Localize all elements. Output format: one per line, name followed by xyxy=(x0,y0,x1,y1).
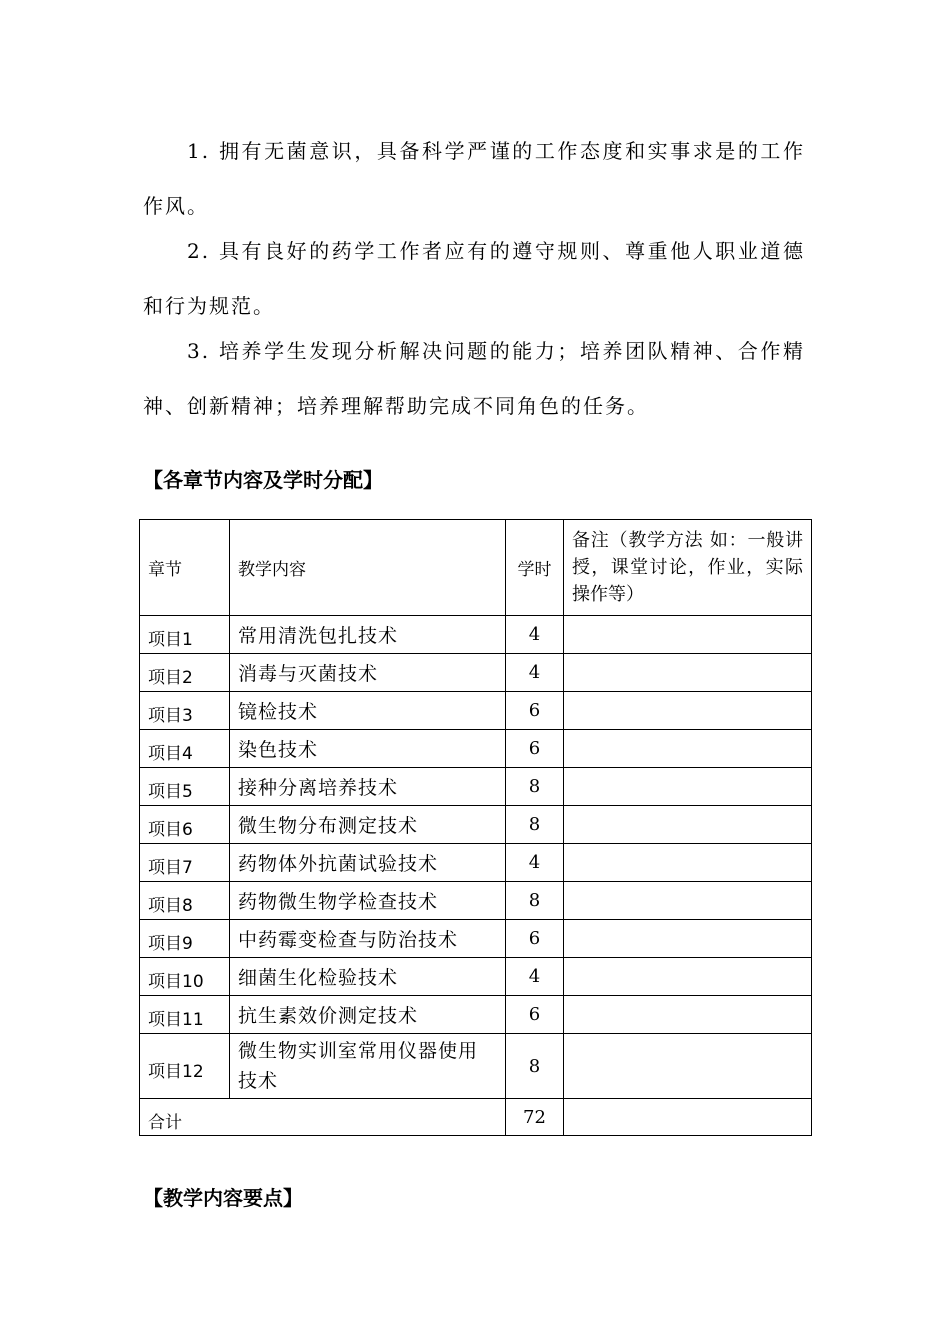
row-note xyxy=(564,844,812,882)
table-row xyxy=(140,806,812,844)
header-note-label: 备注 xyxy=(572,530,610,551)
header-hours: 学时 xyxy=(506,520,564,616)
objective-3: 3. 培养学生发现分析解决问题的能力；培养团队精神、合作精神、创新精神；培养理解帮助完成不同角色的任务。 xyxy=(143,339,805,418)
row-hours: 6 xyxy=(506,730,564,768)
section-title-schedule: 【各章节内容及学时分配】 xyxy=(143,468,383,492)
total-hours: 72 xyxy=(506,1099,564,1136)
row-content: 消毒与灭菌技术 xyxy=(230,654,506,692)
row-hours: 4 xyxy=(506,958,564,996)
row-hours: 4 xyxy=(506,654,564,692)
row-note xyxy=(564,996,812,1034)
header-note xyxy=(564,520,812,616)
table-row xyxy=(140,958,812,996)
row-content: 微生物分布测定技术 xyxy=(230,806,506,844)
row-content: 药物体外抗菌试验技术 xyxy=(230,844,506,882)
objective-1: 1. 拥有无菌意识，具备科学严谨的工作态度和实事求是的工作作风。 xyxy=(143,139,805,218)
row-content: 细菌生化检验技术 xyxy=(230,958,506,996)
row-chapter: 项目5 xyxy=(140,768,230,806)
row-chapter: 项目1 xyxy=(140,616,230,654)
total-label: 合计 xyxy=(140,1099,506,1136)
row-chapter: 项目2 xyxy=(140,654,230,692)
header-chapter: 章节 xyxy=(140,520,230,616)
row-chapter: 项目12 xyxy=(140,1034,230,1099)
row-chapter: 项目9 xyxy=(140,920,230,958)
row-hours: 8 xyxy=(506,1034,564,1099)
section-title-key-points: 【教学内容要点】 xyxy=(143,1186,303,1210)
row-hours: 6 xyxy=(506,920,564,958)
row-note xyxy=(564,806,812,844)
row-content: 染色技术 xyxy=(230,730,506,768)
row-chapter: 项目10 xyxy=(140,958,230,996)
row-note xyxy=(564,692,812,730)
row-content: 药物微生物学检查技术 xyxy=(230,882,506,920)
row-note xyxy=(564,958,812,996)
row-note xyxy=(564,730,812,768)
table-total-row xyxy=(140,1099,812,1136)
row-hours: 6 xyxy=(506,996,564,1034)
header-note-detail: （教学方法 如：一般讲授，课堂讨论，作业，实际操作等） xyxy=(572,530,803,605)
row-content: 常用清洗包扎技术 xyxy=(230,616,506,654)
row-hours: 4 xyxy=(506,616,564,654)
row-hours: 8 xyxy=(506,806,564,844)
row-note xyxy=(564,654,812,692)
row-note xyxy=(564,1034,812,1099)
table-row xyxy=(140,920,812,958)
table-row xyxy=(140,730,812,768)
row-note xyxy=(564,768,812,806)
row-note xyxy=(564,882,812,920)
row-content: 中药霉变检查与防治技术 xyxy=(230,920,506,958)
table-row xyxy=(140,844,812,882)
row-hours: 6 xyxy=(506,692,564,730)
row-note xyxy=(564,920,812,958)
row-hours: 8 xyxy=(506,768,564,806)
row-hours: 4 xyxy=(506,844,564,882)
table-row xyxy=(140,692,812,730)
row-chapter: 项目4 xyxy=(140,730,230,768)
table-row xyxy=(140,616,812,654)
total-note xyxy=(564,1099,812,1136)
row-content: 镜检技术 xyxy=(230,692,506,730)
row-content: 接种分离培养技术 xyxy=(230,768,506,806)
row-chapter: 项目11 xyxy=(140,996,230,1034)
table-row xyxy=(140,768,812,806)
row-chapter: 项目8 xyxy=(140,882,230,920)
hours-allocation-table xyxy=(139,519,812,1136)
row-chapter: 项目7 xyxy=(140,844,230,882)
row-hours: 8 xyxy=(506,882,564,920)
row-content: 微生物实训室常用仪器使用技术 xyxy=(230,1034,506,1099)
objective-2: 2. 具有良好的药学工作者应有的遵守规则、尊重他人职业道德和行为规范。 xyxy=(143,239,805,318)
table-row xyxy=(140,1034,812,1099)
header-content: 教学内容 xyxy=(230,520,506,616)
row-chapter: 项目6 xyxy=(140,806,230,844)
table-row xyxy=(140,996,812,1034)
row-content: 抗生素效价测定技术 xyxy=(230,996,506,1034)
table-row xyxy=(140,882,812,920)
row-chapter: 项目3 xyxy=(140,692,230,730)
row-note xyxy=(564,616,812,654)
table-row xyxy=(140,654,812,692)
table-header-row xyxy=(140,520,812,616)
